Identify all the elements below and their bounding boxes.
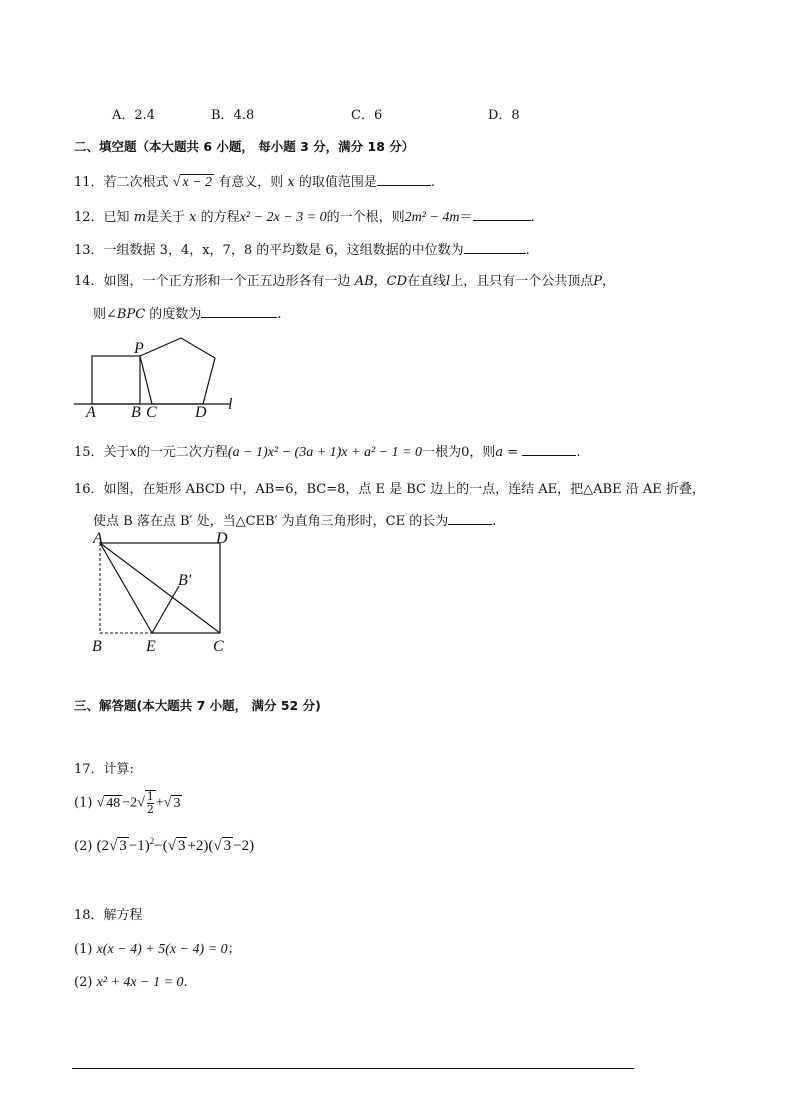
q12-end: . xyxy=(530,210,535,225)
q17-p2-a: (2 xyxy=(96,838,110,854)
segment-eb-prime xyxy=(152,586,179,633)
q14-end: . xyxy=(277,307,282,322)
q11-text: 11．若二次根式 xyxy=(74,175,169,190)
option-c: C．6 xyxy=(351,108,383,123)
label-c: C xyxy=(213,638,224,655)
q18-p1-end: ； xyxy=(227,942,241,957)
q14-text2: 在直线 xyxy=(407,274,447,289)
q15-text2: 的一元二次方程 xyxy=(136,445,228,460)
q14-ab: AB xyxy=(354,274,374,289)
question-18-title: 18．解方程 xyxy=(74,908,143,923)
pentagon xyxy=(140,338,215,404)
q12-text: 12．已知 xyxy=(74,210,130,225)
q18-p2-equation: x² + 4x − 1 = 0 xyxy=(96,975,184,990)
q15-eqsign: = xyxy=(503,445,523,460)
answer-blank[interactable] xyxy=(464,241,526,254)
q14-angle: 则∠ xyxy=(93,307,117,322)
q13-end: . xyxy=(525,243,530,258)
option-d: D．8 xyxy=(488,108,520,123)
answer-blank[interactable] xyxy=(473,208,531,221)
answer-blank[interactable] xyxy=(377,173,431,186)
q15-zero: 0 xyxy=(461,445,470,460)
label-b: B xyxy=(131,404,141,420)
q15-x: x xyxy=(129,445,137,460)
q12-text1: 是关于 xyxy=(146,210,186,225)
question-14-line2 xyxy=(93,303,281,322)
question-15 xyxy=(74,441,580,461)
q12-eqsign: ＝ xyxy=(459,210,473,225)
q17-p1-den: 2 xyxy=(146,803,154,816)
question-16-line1: 16．如图，在矩形 ABCD 中，AB=6，BC=8，点 E 是 BC 边上的一点，连结 AE，把△ABE 沿 AE 折叠， xyxy=(74,482,705,497)
q17-p1-rad2: 3 xyxy=(173,795,181,811)
section2-title: 二、填空题（本大题共 6 小题， 每小题 3 分，满分 18 分） xyxy=(74,139,415,154)
q14-text: 14．如图，一个正方形和一个正五边形各有一边 xyxy=(74,274,351,289)
q16-text: 使点 B 落在点 B′ 处，当△CEB′ 为直角三角形时，CE 的长为 xyxy=(93,514,449,529)
label-e: E xyxy=(146,638,156,655)
question-12 xyxy=(74,206,535,226)
q14-l: l xyxy=(446,274,451,289)
q12-text2: 的方程 xyxy=(200,210,240,225)
q17-p2-e: −2) xyxy=(233,838,255,854)
q11-text3: 的取值范围是 xyxy=(298,175,377,190)
q15-a: a xyxy=(495,445,504,460)
option-b: B．4.8 xyxy=(211,108,255,123)
q18-p2-label: (2) xyxy=(74,975,93,990)
q14-bpc: BPC xyxy=(116,307,146,322)
label-b: B xyxy=(92,638,102,655)
q11-end: . xyxy=(430,175,435,190)
q12-x: x xyxy=(189,210,197,225)
question-14-line1 xyxy=(74,270,615,289)
question-17-title: 17．计算: xyxy=(74,762,134,777)
q18-p1-equation: x(x − 4) + 5(x − 4) = 0 xyxy=(96,942,228,957)
question-17-part2: (2) (2√ 3 −1)$^2$−(√ 3 +2)(√ 3 −2) xyxy=(74,836,255,854)
option-a: A．2.4 xyxy=(112,108,156,123)
q14-p: P xyxy=(593,274,602,289)
question-18-part1 xyxy=(74,938,241,958)
label-l: l xyxy=(228,396,233,413)
q17-p2-label: (2) xyxy=(74,839,93,854)
q15-text3: 一根为 xyxy=(422,445,462,460)
answer-blank[interactable] xyxy=(522,443,576,456)
section3-title: 三、解答题(本大题共 7 小题， 满分 52 分) xyxy=(74,698,321,713)
label-p: P xyxy=(134,340,144,357)
question-18-part2 xyxy=(74,975,188,991)
answer-blank[interactable] xyxy=(448,512,492,525)
q12-text3: 的一个根，则 xyxy=(326,210,405,225)
q17-p1-minus: −2 xyxy=(122,795,138,811)
label-c: C xyxy=(146,404,157,420)
q17-p1-plus: + xyxy=(155,795,164,811)
q17-p1-label: (1) xyxy=(74,795,93,811)
q15-end: . xyxy=(576,445,581,460)
q17-p2-d: +2)( xyxy=(187,838,214,854)
label-d: D xyxy=(195,404,207,420)
square xyxy=(92,356,140,404)
q11-var: x xyxy=(287,175,295,190)
segment-ae xyxy=(100,543,152,633)
q17-p2-rad3: 3 xyxy=(223,838,232,854)
label-a: A xyxy=(86,404,96,420)
q14-cd: CD xyxy=(386,274,408,289)
figure-16 xyxy=(88,530,238,658)
q14-text5: 的度数为 xyxy=(149,307,202,322)
label-b-prime: B′ xyxy=(178,572,192,589)
q17-p2-c: −( xyxy=(154,838,168,854)
q17-p2-rad1: 3 xyxy=(119,838,127,854)
answer-blank[interactable] xyxy=(201,305,277,318)
q18-p2-end: . xyxy=(183,975,188,990)
q11-radicand: x − 2 xyxy=(182,175,213,190)
q15-text: 15．关于 xyxy=(74,445,130,460)
q15-text4: ，则 xyxy=(469,445,496,460)
question-17-part1: (1) √ 48 −2√ $\frac{1}{2}$ +√ 3 xyxy=(74,790,181,816)
q15-equation: (a − 1)x² − (3a + 1)x + a² − 1 = 0 xyxy=(227,445,423,460)
footer-divider xyxy=(72,1068,634,1069)
figure-14 xyxy=(70,335,250,420)
label-d: D xyxy=(216,530,228,547)
question-13 xyxy=(74,239,530,258)
q11-radical: √ x − 2 xyxy=(172,175,213,190)
q16-end: . xyxy=(492,514,497,529)
q17-p2-rad2: 3 xyxy=(177,838,186,854)
q11-text2: 有意义，则 xyxy=(218,175,284,190)
q12-expr: 2m² − 4m xyxy=(404,210,460,225)
q14-text4: ， xyxy=(601,274,615,289)
q14-comma: ， xyxy=(373,274,387,289)
q17-p1-rad1: 48 xyxy=(106,795,121,811)
q17-p2-b: −1) xyxy=(128,838,150,854)
q12-equation: x² − 2x − 3 = 0 xyxy=(239,210,327,225)
question-11 xyxy=(74,171,435,191)
q13-text: 13．一组数据 3，4，x，7，8 的平均数是 6，这组数据的中位数为 xyxy=(74,243,464,258)
q17-p1-num: 1 xyxy=(146,790,154,803)
q17-p2-sq: 2 xyxy=(149,836,155,846)
label-a: A xyxy=(93,530,103,547)
q18-p1-label: (1) xyxy=(74,942,93,957)
q14-text3: 上，且只有一个公共顶点 xyxy=(450,274,594,289)
question-16-line2 xyxy=(93,510,496,529)
q12-m: m xyxy=(133,210,147,225)
